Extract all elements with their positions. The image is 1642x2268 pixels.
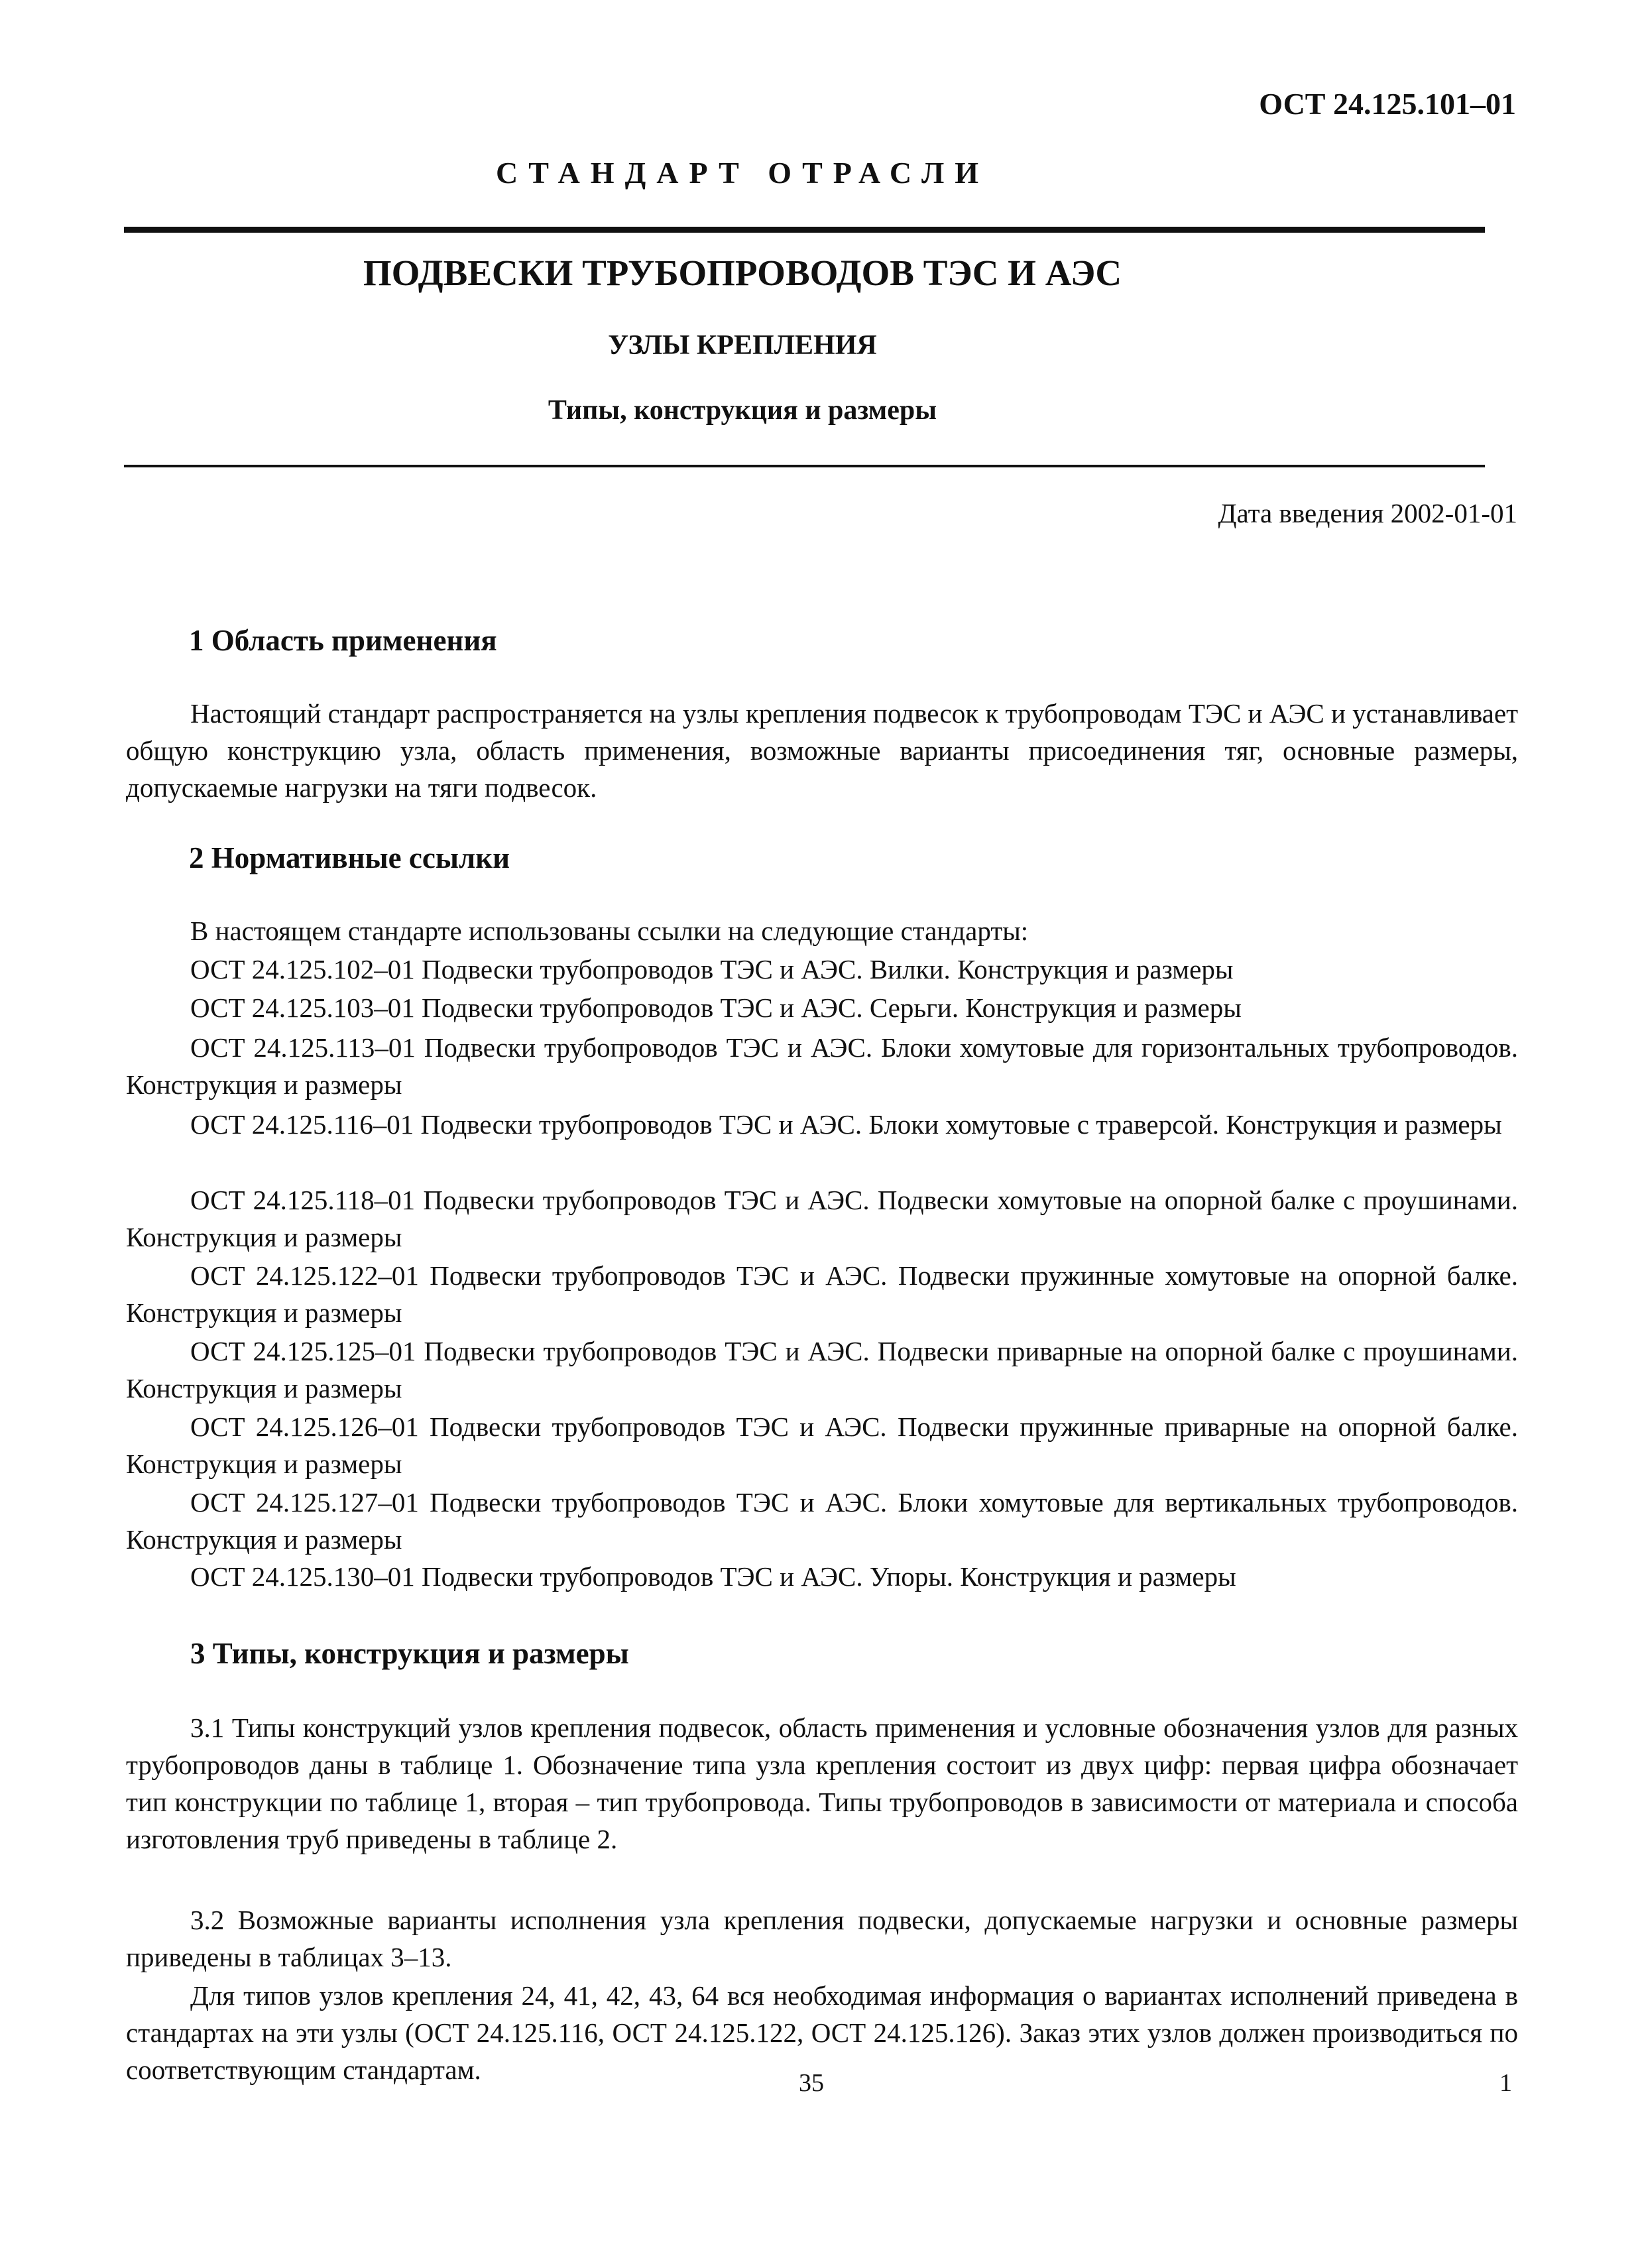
reference-item: ОСТ 24.125.103–01 Подвески трубопроводов ТЭС и АЭС. Серьги. Конструкция и размеры xyxy=(190,992,1242,1023)
standard-label: СТАНДАРТ ОТРАСЛИ xyxy=(495,156,990,190)
document-code: ОСТ 24.125.101–01 xyxy=(1259,87,1516,121)
section3-paragraph-2: 3.2 Возможные варианты исполнения узла крепления подвески, допускаемые нагрузки и основные размеры приведены в таблицах 3–13. xyxy=(126,1905,1518,1972)
document-subtitle: УЗЛЫ КРЕПЛЕНИЯ xyxy=(608,330,877,361)
reference-item: ОСТ 24.125.127–01 Подвески трубопроводов ТЭС и АЭС. Блоки хомутовые для вертикальных трубопроводов. Конструкция и размеры xyxy=(126,1487,1518,1555)
reference-item: ОСТ 24.125.122–01 Подвески трубопроводов ТЭС и АЭС. Подвески пружинные хомутовые на опорной балке. Конструкция и размеры xyxy=(126,1260,1518,1328)
reference-item: ОСТ 24.125.125–01 Подвески трубопроводов ТЭС и АЭС. Подвески приварные на опорной балке с проушинами. Конструкция и размеры xyxy=(126,1336,1518,1403)
page-number-center: 35 xyxy=(799,2069,824,2097)
reference-item: ОСТ 24.125.102–01 Подвески трубопроводов ТЭС и АЭС. Вилки. Конструкция и размеры xyxy=(190,954,1234,985)
page-number-right: 1 xyxy=(1499,2069,1512,2097)
section3-paragraph-3: Для типов узлов крепления 24, 41, 42, 43, 64 вся необходимая информация о вариантах исполнений приведена в стандартах на эти узлы (ОСТ 24.125.116, ОСТ 24.125.122, ОСТ 24.125.126). Заказ этих узлов должен производиться по соответствующим стандартам. xyxy=(126,1980,1518,2085)
reference-item: ОСТ 24.125.116–01 Подвески трубопроводов ТЭС и АЭС. Блоки хомутовые с траверсой. Конструкция и размеры xyxy=(190,1109,1502,1140)
document-subtitle-2: Типы, конструкция и размеры xyxy=(548,395,937,426)
section2-heading: 2 Нормативные ссылки xyxy=(189,841,510,874)
section1-heading: 1 Область применения xyxy=(189,624,497,657)
reference-item: ОСТ 24.125.113–01 Подвески трубопроводов ТЭС и АЭС. Блоки хомутовые для горизонтальных трубопроводов. Конструкция и размеры xyxy=(126,1032,1518,1100)
section3-heading: 3 Типы, конструкция и размеры xyxy=(190,1637,629,1670)
reference-item: ОСТ 24.125.126–01 Подвески трубопроводов ТЭС и АЭС. Подвески пружинные приварные на опорной балке. Конструкция и размеры xyxy=(126,1411,1518,1479)
reference-item: ОСТ 24.125.118–01 Подвески трубопроводов ТЭС и АЭС. Подвески хомутовые на опорной балке с проушинами. Конструкция и размеры xyxy=(126,1185,1518,1252)
section3-paragraph-1: 3.1 Типы конструкций узлов крепления подвесок, область применения и условные обозначения узлов для разных трубопроводов даны в таблице 1. Обозначение типа узла крепления состоит из двух цифр: первая цифра обозначает тип конструкции по таблице 1, вторая – тип трубопровода. Типы трубопроводов в зависимости от материала и способа изготовления труб приведены в таблице 2. xyxy=(126,1712,1518,1854)
introduction-date: Дата введения 2002-01-01 xyxy=(1218,498,1517,528)
document-title: ПОДВЕСКИ ТРУБОПРОВОДОВ ТЭС И АЭС xyxy=(363,253,1122,293)
header-rule-thin xyxy=(124,465,1485,467)
section1-text: Настоящий стандарт распространяется на узлы крепления подвесок к трубопроводам ТЭС и АЭС и устанавливает общую конструкцию узла, область применения, возможные варианты присоединения тяг, основные размеры, допускаемые нагрузки на тяги подвесок. xyxy=(126,698,1518,803)
reference-item: ОСТ 24.125.130–01 Подвески трубопроводов ТЭС и АЭС. Упоры. Конструкция и размеры xyxy=(190,1561,1236,1592)
section2-intro: В настоящем стандарте использованы ссылки на следующие стандарты: xyxy=(190,916,1029,946)
header-rule-thick xyxy=(124,227,1485,233)
